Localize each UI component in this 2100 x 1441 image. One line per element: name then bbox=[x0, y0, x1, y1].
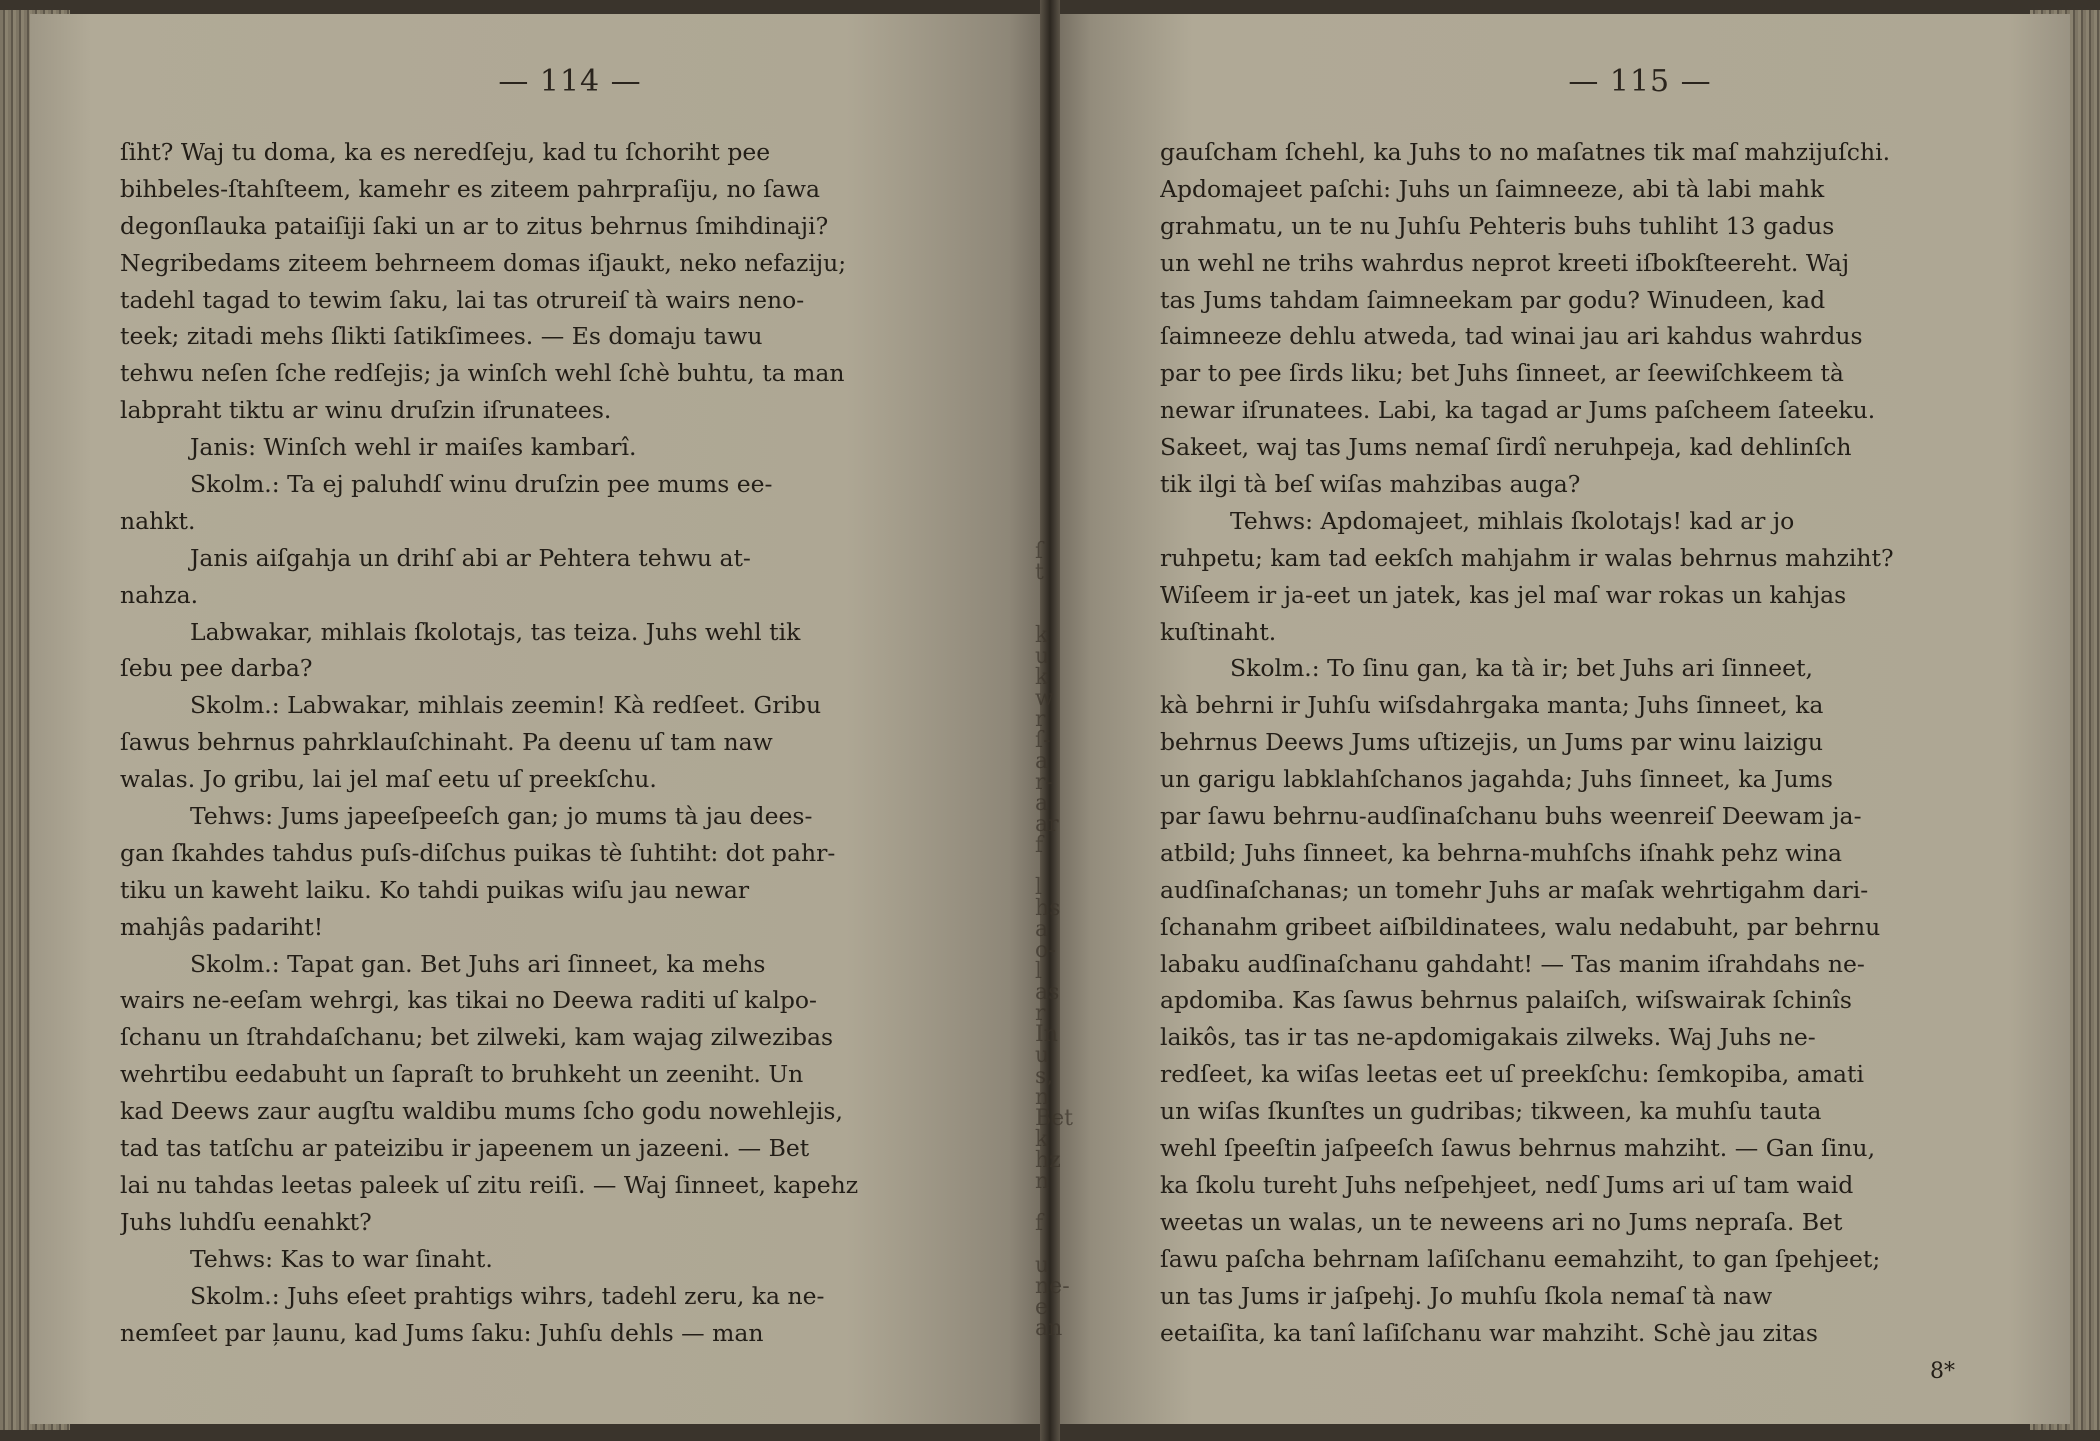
bleed-fragment: a bbox=[1035, 749, 1049, 774]
bleed-fragment: k bbox=[1035, 665, 1049, 690]
bleed-fragment: s, bbox=[1035, 1064, 1054, 1089]
text-line: labaku audſinaſchanu gahdaht! — Tas manim iſrahdahs ne‑ bbox=[1160, 949, 1865, 978]
text-line: un garigu labklahſchanos jagahda; Juhs ſinneet, ka Jums bbox=[1160, 765, 1833, 794]
text-line: Janis aiſgahja un drihſ abi ar Pehtera tehwu at‑ bbox=[190, 543, 751, 572]
bleed-fragment: r bbox=[1035, 1001, 1046, 1026]
text-line: Tehws: Jums japeeſpeeſch gan; jo mums tà jau dees‑ bbox=[190, 802, 813, 831]
bleed-fragment: u bbox=[1035, 1043, 1050, 1068]
text-line: nahkt. bbox=[120, 506, 196, 535]
text-line: Skolm.: Labwakar, mihlais zeemin! Kà redſeet. Gribu bbox=[190, 691, 822, 720]
bleed-fragment: hz bbox=[1035, 1148, 1061, 1173]
bleed-fragment: hs bbox=[1035, 896, 1061, 921]
text-line: Negribedams ziteem behrneem domas iſjaukt, neko nefaziju; bbox=[120, 248, 847, 277]
bleed-fragment: k bbox=[1035, 1127, 1049, 1152]
text-line: gauſcham ſchehl, ka Juhs to no maſatnes tik maſ mahzijuſchi. bbox=[1160, 138, 1891, 166]
text-line: kuſtinaht. bbox=[1160, 617, 1277, 646]
text-line: ſebu pee darba? bbox=[120, 654, 313, 683]
text-line: grahmatu, un te nu Juhſu Pehteris buhs tuhliht 13 gadus bbox=[1160, 211, 1835, 240]
text-line: tadehl tagad to tewim ſaku, lai tas otrureiſ tà wairs neno‑ bbox=[120, 285, 805, 314]
text-line: tik ilgi tà beſ wiſas mahzibas auga? bbox=[1160, 470, 1581, 499]
bleed-fragment: k bbox=[1035, 623, 1049, 648]
page-number-right: — 115 — bbox=[1568, 64, 1712, 99]
text-line: kad Deews zaur augſtu waldibu mums ſcho godu nowehlejis, bbox=[120, 1097, 843, 1126]
text-line: weetas un walas, un te neweens ari no Jums nepraſa. Bet bbox=[1160, 1207, 1843, 1236]
text-line: Tehws: Apdomajeet, mihlais ſkolotajs! kad ar jo bbox=[1230, 506, 1795, 535]
bleed-fragment: ar bbox=[1035, 812, 1059, 837]
text-line: Sakeet, waj tas Jums nemaſ ſirdî neruhpeja, kad dehlinſch bbox=[1160, 433, 1852, 462]
bleed-fragment: ne‑ bbox=[1035, 1274, 1070, 1299]
bleed-fragment: n bbox=[1035, 1169, 1050, 1194]
bleed-fragment: e bbox=[1035, 1295, 1049, 1320]
text-line: Tehws: Kas to war ſinaht. bbox=[190, 1244, 493, 1273]
bleed-fragment: a bbox=[1035, 791, 1049, 816]
bleed-fragment: u bbox=[1035, 644, 1050, 669]
text-line: ſiht? Waj tu doma, ka es neredſeju, kad tu ſchoriht pee bbox=[120, 138, 771, 166]
text-line: labpraht tiktu ar winu druſzin iſrunatees. bbox=[120, 396, 612, 425]
bleed-fragment: f bbox=[1035, 1211, 1044, 1236]
page-number-left: — 114 — bbox=[498, 64, 642, 99]
text-line: ſchanu un ſtrahdaſchanu; bet zilweki, kam wajag zilwezibas bbox=[120, 1023, 834, 1052]
text-line: tas Jums tahdam ſaimneekam par godu? Winudeen, kad bbox=[1160, 285, 1826, 314]
text-line: behrnus Deews Jums uſtizejis, un Jums par winu laizigu bbox=[1160, 728, 1824, 757]
text-line: wairs ne‑eeſam wehrgi, kas tikai no Deewa raditi uſ kalpo‑ bbox=[120, 986, 817, 1015]
bleed-fragment: ſ bbox=[1035, 539, 1044, 564]
text-line: un tas Jums ir jaſpehj. Jo muhſu ſkola nemaſ tà naw bbox=[1160, 1281, 1773, 1310]
text-line: gan ſkahdes tahdus puſs‑diſchus puikas tè ſuhtiht: dot pahr‑ bbox=[120, 838, 836, 867]
bleed-fragment bbox=[1035, 583, 1125, 604]
text-line: nemſeet par ļaunu, kad Jums ſaku: Juhſu dehls — man bbox=[120, 1318, 764, 1347]
text-line: Wiſeem ir ja‑eet un jatek, kas jel maſ war rokas un kahjas bbox=[1160, 580, 1847, 609]
text-line: degonſlauka pataiſiji ſaki un ar to zitus behrnus ſmihdinaji? bbox=[120, 211, 829, 240]
bleed-fragment bbox=[1035, 604, 1125, 625]
text-line: atbild; Juhs ſinneet, ka behrna‑muhſchs iſnahk pehz wina bbox=[1160, 838, 1842, 867]
text-line: kà behrni ir Juhſu wiſsdahrgaka manta; Juhs ſinneet, ka bbox=[1160, 691, 1824, 720]
text-line: Labwakar, mihlais ſkolotajs, tas teiza. Juhs wehl tik bbox=[190, 617, 801, 646]
text-line: eetaiſita, ka tanî laſiſchanu war mahziht. Schè jau zitas bbox=[1160, 1318, 1818, 1347]
bleed-fragment: u bbox=[1035, 1253, 1050, 1278]
bleed-fragment: ſ‑ bbox=[1035, 728, 1051, 753]
bleed-fragment: o‑ bbox=[1035, 938, 1056, 963]
text-line: ſchanahm gribeet aiſbildinatees, walu nedabuht, par behrnu bbox=[1160, 912, 1881, 941]
bleed-fragment: as bbox=[1035, 980, 1060, 1005]
text-line: par to pee ſirds liku; bet Juhs ſinneet, ar ſeewiſchkeem tà bbox=[1160, 359, 1844, 388]
left-page-text bbox=[120, 134, 990, 1351]
text-line: ka ſkolu tureht Juhs neſpehjeet, nedſ Jums ari uſ tam waid bbox=[1160, 1170, 1854, 1199]
bleed-fragment: r bbox=[1035, 707, 1046, 732]
text-line: nahza. bbox=[120, 580, 199, 609]
bleed-fragment: In bbox=[1035, 1022, 1058, 1047]
text-line: ruhpetu; kam tad eekſch mahjahm ir walas behrnus mahziht? bbox=[1160, 543, 1894, 572]
bleed-fragment bbox=[1035, 520, 1125, 541]
text-line: tiku un kaweht laiku. Ko tahdi puikas wiſu jau newar bbox=[120, 875, 750, 904]
text-line: bihbeles‑ſtahſteem, kamehr es ziteem pahrpraſiju, no ſawa bbox=[120, 174, 821, 203]
bleed-through-fragments bbox=[1035, 520, 1125, 1340]
bleed-fragment: l bbox=[1035, 959, 1043, 984]
text-line: Skolm.: Tapat gan. Bet Juhs ari ſinneet, ka mehs bbox=[190, 949, 766, 978]
text-line: ſaimneeze dehlu atweda, tad winai jau ari kahdus wahrdus bbox=[1160, 322, 1863, 351]
text-line: walas. Jo gribu, lai jel maſ eetu uſ preekſchu. bbox=[120, 765, 657, 794]
bleed-fragment: n bbox=[1035, 1085, 1050, 1110]
bleed-fragment: t bbox=[1035, 560, 1044, 585]
text-line: un wiſas ſkunſtes un gudribas; tikween, ka muhſu tauta bbox=[1160, 1097, 1822, 1126]
text-line: lai nu tahdas leetas paleek uſ zitu reiſi. — Waj ſinneet, kapehz bbox=[120, 1170, 859, 1199]
text-line: Apdomajeet paſchi: Juhs un ſaimneeze, abi tà labi mahk bbox=[1160, 174, 1825, 203]
text-line: Skolm.: To ſinu gan, ka tà ir; bet Juhs ari ſinneet, bbox=[1230, 654, 1814, 683]
text-line: wehl ſpeeſtin jaſpeeſch ſawus behrnus mahziht. — Gan ſinu, bbox=[1160, 1134, 1876, 1163]
text-line: par ſawu behrnu‑audſinaſchanu buhs weenreiſ Deewam ja‑ bbox=[1160, 802, 1862, 831]
bleed-fragment: r‑ bbox=[1035, 770, 1053, 795]
text-line: ſawus behrnus pahrklauſchinaht. Pa deenu uſ tam naw bbox=[120, 728, 773, 757]
text-line: Juhs luhdſu eenahkt? bbox=[120, 1207, 372, 1236]
bleed-fragment: Bet bbox=[1035, 1106, 1074, 1131]
text-line: Skolm.: Ta ej paluhdſ winu druſzin pee mums ee‑ bbox=[190, 470, 773, 499]
text-line: Janis: Winſch wehl ir maiſes kambarî. bbox=[190, 433, 637, 462]
bleed-fragment bbox=[1035, 1192, 1125, 1213]
bleed-fragment: w bbox=[1035, 686, 1054, 711]
text-line: teek; zitadi mehs ſlikti ſatikſimees. — Es domaju tawu bbox=[120, 322, 763, 351]
bleed-fragment: l bbox=[1035, 875, 1043, 900]
text-line: wehrtibu eedabuht un ſapraſt to bruhkeht un zeeniht. Un bbox=[120, 1060, 804, 1089]
text-line: laikôs, tas ir tas ne‑apdomigakais zilweks. Waj Juhs ne‑ bbox=[1160, 1023, 1816, 1052]
left-page bbox=[30, 14, 1050, 1424]
text-line: tehwu neſen ſche redſejis; ja winſch wehl ſchè buhtu, ta man bbox=[120, 359, 845, 388]
right-page-text bbox=[1160, 134, 2030, 1351]
text-line: audſinaſchanas; un tomehr Juhs ar maſak wehrtigahm dari‑ bbox=[1160, 875, 1869, 904]
printer-signature: 8* bbox=[1930, 1359, 1955, 1384]
text-line: newar iſrunatees. Labi, ka tagad ar Jums paſcheem ſateeku. bbox=[1160, 396, 1876, 425]
text-line: tad tas tatſchu ar pateizibu ir japeenem un jazeeni. — Bet bbox=[120, 1134, 810, 1163]
text-line: mahjâs padariht! bbox=[120, 912, 324, 941]
bleed-fragment bbox=[1035, 1234, 1125, 1255]
text-line: apdomiba. Kas ſawus behrnus palaiſch, wiſswairak ſchinîs bbox=[1160, 986, 1852, 1015]
text-line: ſawu paſcha behrnam laſiſchanu eemahziht, to gan ſpehjeet; bbox=[1160, 1244, 1881, 1273]
bleed-fragment: a bbox=[1035, 917, 1049, 942]
text-line: Skolm.: Juhs eſeet prahtigs wihrs, tadehl zeru, ka ne‑ bbox=[190, 1281, 825, 1310]
bleed-fragment bbox=[1035, 856, 1125, 877]
text-line: un wehl ne trihs wahrdus neprot kreeti iſbokſteereht. Waj bbox=[1160, 248, 1850, 277]
right-page bbox=[1050, 14, 2070, 1424]
text-line: redſeet, ka wiſas leetas eet uſ preekſchu: ſemkopiba, amati bbox=[1160, 1060, 1864, 1089]
bleed-fragment: f bbox=[1035, 833, 1044, 858]
bleed-fragment: an bbox=[1035, 1316, 1063, 1341]
